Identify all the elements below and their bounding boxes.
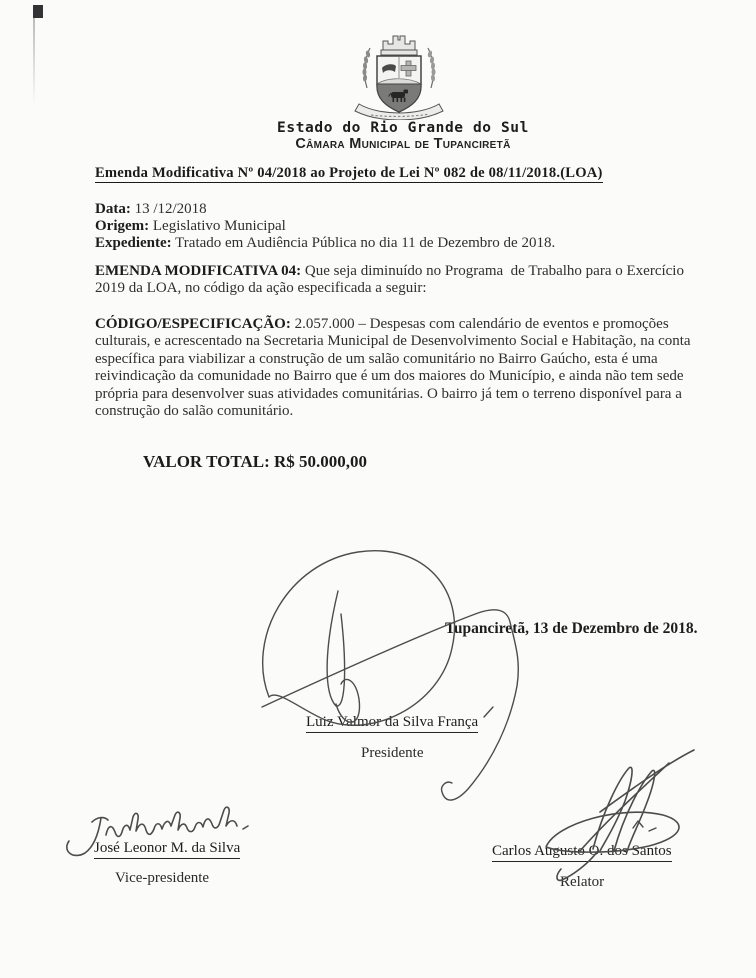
emenda-text: Que seja diminuído no Programa de Trabalho para o Exercício 2019 da LOA, no código da ação especificada a seguir:: [95, 263, 688, 296]
scan-edge-artifact: [33, 18, 35, 106]
signature-name-vice-presidente: José Leonor M. da Silva: [94, 840, 240, 859]
signature-scrawl-presidente: [262, 551, 518, 800]
valor-total: VALOR TOTAL: R$ 50.000,00: [143, 452, 368, 471]
meta-data-label: Data:: [95, 201, 131, 217]
document-title-text: Emenda Modificativa Nº 04/2018 ao Projeto de Lei Nº 082 de 08/11/2018.(LOA): [95, 165, 603, 181]
meta-expediente-label: Expediente:: [95, 235, 172, 251]
signature-name-presidente: Luiz Valmor da Silva França: [306, 714, 478, 733]
codigo-label: CÓDIGO/ESPECIFICAÇÃO:: [95, 316, 291, 332]
codigo-paragraph: [95, 316, 709, 420]
meta-data-value: 13 /12/2018: [134, 201, 207, 217]
meta-data-line: [95, 201, 707, 218]
signature-role-relator: Relator: [560, 874, 605, 890]
meta-expediente-line: [95, 235, 707, 252]
meta-origem-label: Origem:: [95, 218, 150, 234]
codigo-text: 2.057.000 – Despesas com calendário de eventos e promoções culturais, e acrescentado na Secretaria Municipal de Desenvolvimento Social e Habitação, na conta específica para viabilizar a construção de um salão comunitário no Bairro Gaúcho, esta é uma reivindicação da comunidade no Bairro que é um dos maiores do Município, e ainda não tem sede própria para desenvolver suas atividades comunitárias. O bairro já tem o terreno disponível para a construção do salão comunitário.: [95, 316, 695, 420]
signature-role-presidente: Presidente: [361, 745, 424, 761]
emenda-label: EMENDA MODIFICATIVA 04:: [95, 263, 302, 279]
meta-expediente-value: Tratado em Audiência Pública no dia 11 de Dezembro de 2018.: [175, 235, 556, 251]
document-title: [95, 165, 707, 182]
meta-block: [95, 201, 707, 252]
state-name: Estado do Rio Grande do Sul: [277, 120, 529, 136]
signature-role-vice-presidente: Vice-presidente: [115, 870, 210, 886]
dateline: Tupanciretã, 13 de Dezembro de 2018.: [445, 620, 698, 637]
meta-origem-value: Legislativo Municipal: [152, 218, 286, 234]
scan-corner-mark: [33, 5, 43, 18]
municipal-crest-icon: [347, 26, 451, 120]
chamber-name: Câmara Municipal de Tupanciretã: [295, 136, 511, 152]
meta-origem-line: [95, 218, 707, 235]
emenda-paragraph: [95, 263, 707, 297]
signature-name-relator: Carlos Augusto O. dos Santos: [492, 843, 672, 862]
